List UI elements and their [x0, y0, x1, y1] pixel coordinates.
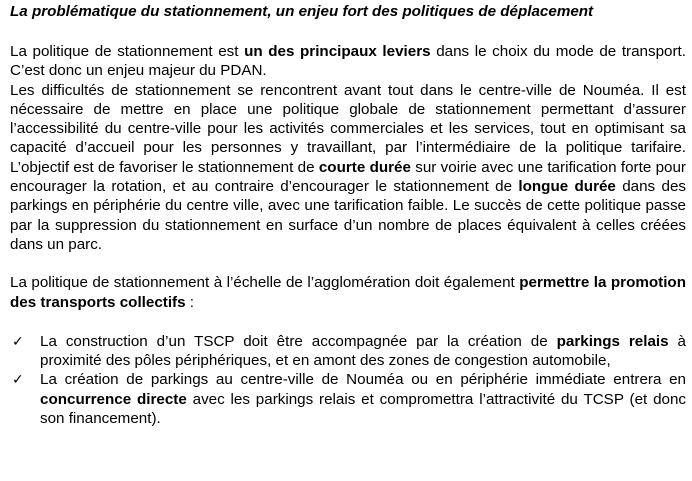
paragraph-text: Les difficultés de stationnement se rencontrent avant tout dans le centre-ville de Nouméa. Il est nécessaire de mettre en place une politique globale de stationnement permettant d’assurer l’accessibilité du centre-ville pour les activités commerciales et les services, tout en optimisant sa capacité d’accueil pour les personnes y travaillant, par l’intermédiaire de la politique tarifaire. L’objectif est de favoriser le stationnement de [10, 81, 686, 176]
list-item [10, 370, 686, 428]
list-item-text: La création de parkings au centre-ville de Nouméa ou en périphérie immédiate entrera en [40, 371, 686, 389]
paragraph-difficultes [10, 81, 686, 255]
paragraph-text: : [185, 293, 195, 311]
paragraph-text: La politique de stationnement à l’échelle de l’agglomération doit également [10, 274, 520, 292]
bullet-list [10, 332, 686, 428]
paragraph-text: dans le choix du mode de transport. C’est donc un enjeu majeur du PDAN. [10, 43, 686, 80]
list-item [10, 332, 686, 371]
paragraph-text: dans des parkings en périphérie du centre ville, avec une tarification faible. Le succès de cette politique passe par la suppression du stationnement en surface d’un nombre de places équivalent à celles créées dans un parc. [10, 178, 686, 253]
list-item-text: avec les parkings relais et compromettra l’attractivité du TCSP (et donc son financement). [40, 390, 686, 428]
list-item-text: La construction d’un TSCP doit être accompagnée par la création de [40, 332, 557, 350]
emphasis-text: concurrence directe [40, 390, 187, 408]
paragraph-levier [10, 42, 686, 81]
paragraph-text: La politique de stationnement est [10, 43, 245, 60]
list-item-text: à proximité des pôles périphériques, et en amont des zones de congestion automobile, [40, 332, 686, 370]
check-icon: ✓ [12, 371, 24, 388]
emphasis-text: parkings relais [556, 332, 669, 350]
emphasis-text: longue durée [518, 178, 616, 196]
emphasis-text: courte durée [318, 158, 411, 176]
emphasis-text: un des principaux leviers [244, 43, 431, 60]
paragraph-agglomeration [10, 273, 686, 312]
paragraph-text: sur voirie avec une tarification forte pour encourager la rotation, et au contraire d’encourager le stationnement de [10, 158, 686, 196]
check-icon: ✓ [12, 332, 24, 349]
document-page [10, 0, 686, 428]
section-title: La problématique du stationnement, un enjeu fort des politiques de déplacement [10, 3, 594, 20]
emphasis-text: permettre la promotion des transports collectifs [10, 274, 686, 311]
